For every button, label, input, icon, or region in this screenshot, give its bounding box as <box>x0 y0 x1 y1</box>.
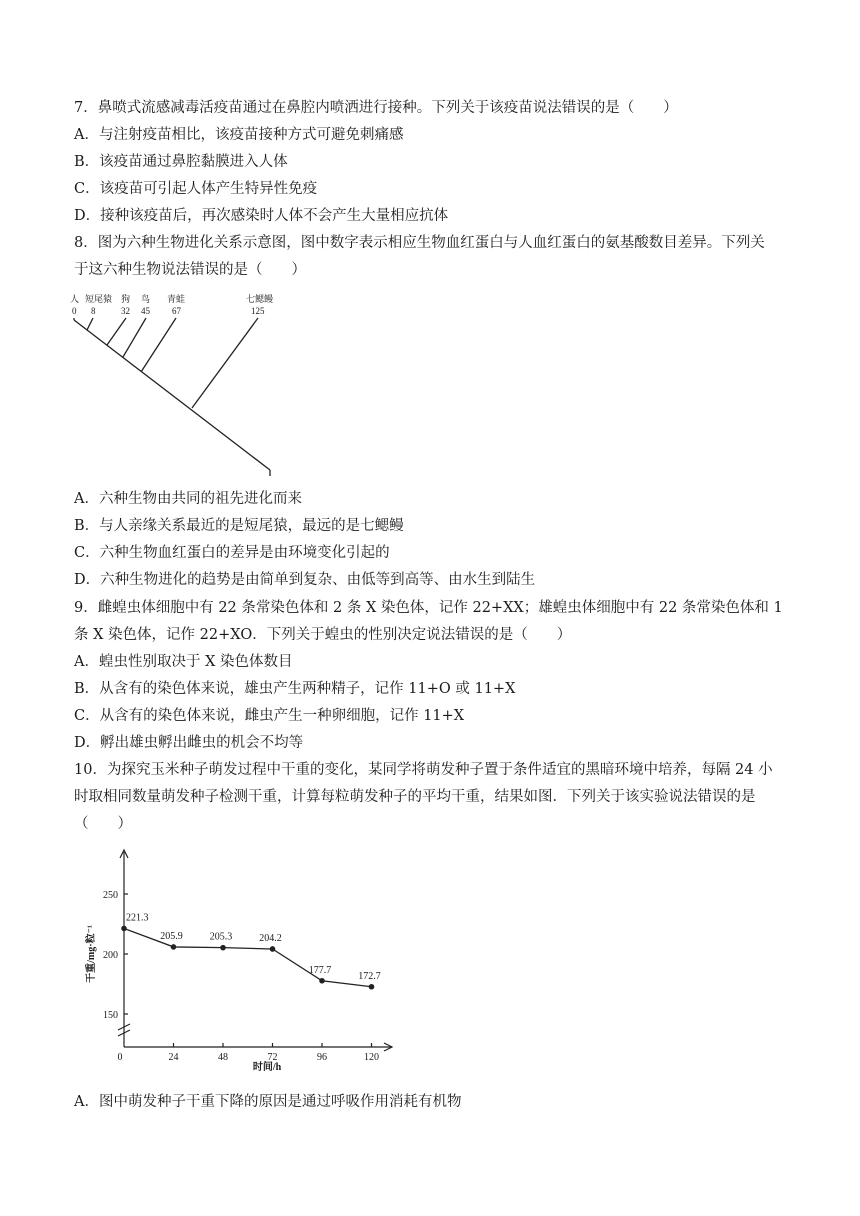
q10-stem-line1: 10．为探究玉米种子萌发过程中干重的变化，某同学将萌发种子置于条件适宜的黑暗环境中培养，每隔 24 小 <box>74 762 773 778</box>
x-tick-label: 96 <box>317 1052 327 1063</box>
q8-option-c: C．六种生物血红蛋白的差异是由环境变化引起的 <box>74 545 390 561</box>
diff-macaque: 8 <box>91 306 96 316</box>
dry-weight-chart <box>80 842 410 1082</box>
x-tick-label: 0 <box>117 1052 123 1063</box>
data-label: 205.3 <box>209 931 233 943</box>
data-point <box>171 944 177 950</box>
diff-dog: 32 <box>121 306 130 316</box>
q10-stem-line2: 时取相同数量萌发种子检测干重，计算每粒萌发种子的平均干重，结果如图．下列关于该实验说法错误的是 <box>74 789 756 805</box>
q7-option-c: C．该疫苗可引起人体产生特异性免疫 <box>74 181 318 197</box>
q9-stem-line2: 条 X 染色体，记作 22+XO．下列关于蝗虫的性别决定说法错误的是（ ） <box>74 627 572 643</box>
branch-frog <box>141 318 176 372</box>
x-tick-label: 24 <box>168 1052 179 1063</box>
q9-option-b: B．从含有的染色体来说，雄虫产生两种精子，记作 11+O 或 11+X <box>74 681 516 697</box>
q9-stem-line1: 9．雌蝗虫体细胞中有 22 条常染色体和 2 条 X 染色体，记作 22+XX；雄蝗虫体细胞中有 22 条常染色体和 1 <box>74 600 783 616</box>
y-axis-label: 干重/mg·粒⁻¹ <box>86 925 97 983</box>
species-frog: 青蛙 <box>167 294 186 304</box>
branch-dog <box>107 318 126 345</box>
x-tick-label: 48 <box>218 1052 228 1063</box>
species-lamprey: 七鳃鳗 <box>246 294 274 304</box>
q9-option-d: D．孵出雄虫孵出雌虫的机会不均等 <box>74 735 304 751</box>
q9-option-c: C．从含有的染色体来说，雌虫产生一种卵细胞，记作 11+X <box>74 708 465 724</box>
q10-option-a: A．图中萌发种子干重下降的原因是通过呼吸作用消耗有机物 <box>74 1094 462 1110</box>
q7-option-a: A．与注射疫苗相比，该疫苗接种方式可避免刺痛感 <box>74 127 404 143</box>
data-point <box>369 984 375 990</box>
data-point <box>319 978 325 984</box>
q9-option-a: A．蝗虫性别取决于 X 染色体数目 <box>74 654 293 670</box>
branch-lamprey <box>192 318 258 408</box>
data-point <box>220 945 226 951</box>
branch-macaque <box>87 318 93 330</box>
q7-option-d: D．接种该疫苗后，再次感染时人体不会产生大量相应抗体 <box>74 208 449 224</box>
diff-frog: 67 <box>172 306 181 316</box>
data-point <box>121 926 127 932</box>
species-human: 人 <box>70 294 80 304</box>
y-tick-label: 200 <box>103 950 118 961</box>
evolution-tree-diagram <box>66 290 286 480</box>
x-axis-label: 时间/h <box>252 1062 282 1073</box>
q8-stem-line2: 于这六种生物说法错误的是（ ） <box>74 262 306 278</box>
q8-option-a: A．六种生物由共同的祖先进化而来 <box>74 491 302 507</box>
data-point <box>270 946 276 952</box>
species-dog: 狗 <box>121 294 131 304</box>
data-label: 177.7 <box>308 964 332 976</box>
species-macaque: 短尾猿 <box>85 294 113 304</box>
data-label: 204.2 <box>259 932 282 944</box>
q7-stem: 7．鼻喷式流感减毒活疫苗通过在鼻腔内喷洒进行接种。下列关于该疫苗说法错误的是（ ） <box>74 100 678 116</box>
y-tick-label: 150 <box>103 1010 118 1021</box>
y-tick-label: 250 <box>103 890 118 901</box>
x-tick-label: 120 <box>364 1052 379 1063</box>
q8-option-d: D．六种生物进化的趋势是由简单到复杂、由低等到高等、由水生到陆生 <box>74 572 536 588</box>
q10-stem-line3: （ ） <box>74 816 132 832</box>
diff-bird: 45 <box>141 306 150 316</box>
x-tick-label: 72 <box>267 1052 278 1063</box>
branch-bird <box>123 318 146 357</box>
data-label: 172.7 <box>358 970 381 982</box>
data-label: 205.9 <box>160 930 183 942</box>
q8-stem-line1: 8．图为六种生物进化关系示意图，图中数字表示相应生物血红蛋白与人血红蛋白的氨基酸数目差异。下列关 <box>74 235 765 251</box>
q7-option-b: B．该疫苗通过鼻腔黏膜进入人体 <box>74 154 288 170</box>
q8-option-b: B．与人亲缘关系最近的是短尾猿，最远的是七鳃鳗 <box>74 518 404 534</box>
diff-lamprey: 125 <box>251 306 265 316</box>
species-bird: 鸟 <box>141 294 151 304</box>
diff-human: 0 <box>72 306 77 316</box>
data-label: 221.3 <box>126 912 149 924</box>
